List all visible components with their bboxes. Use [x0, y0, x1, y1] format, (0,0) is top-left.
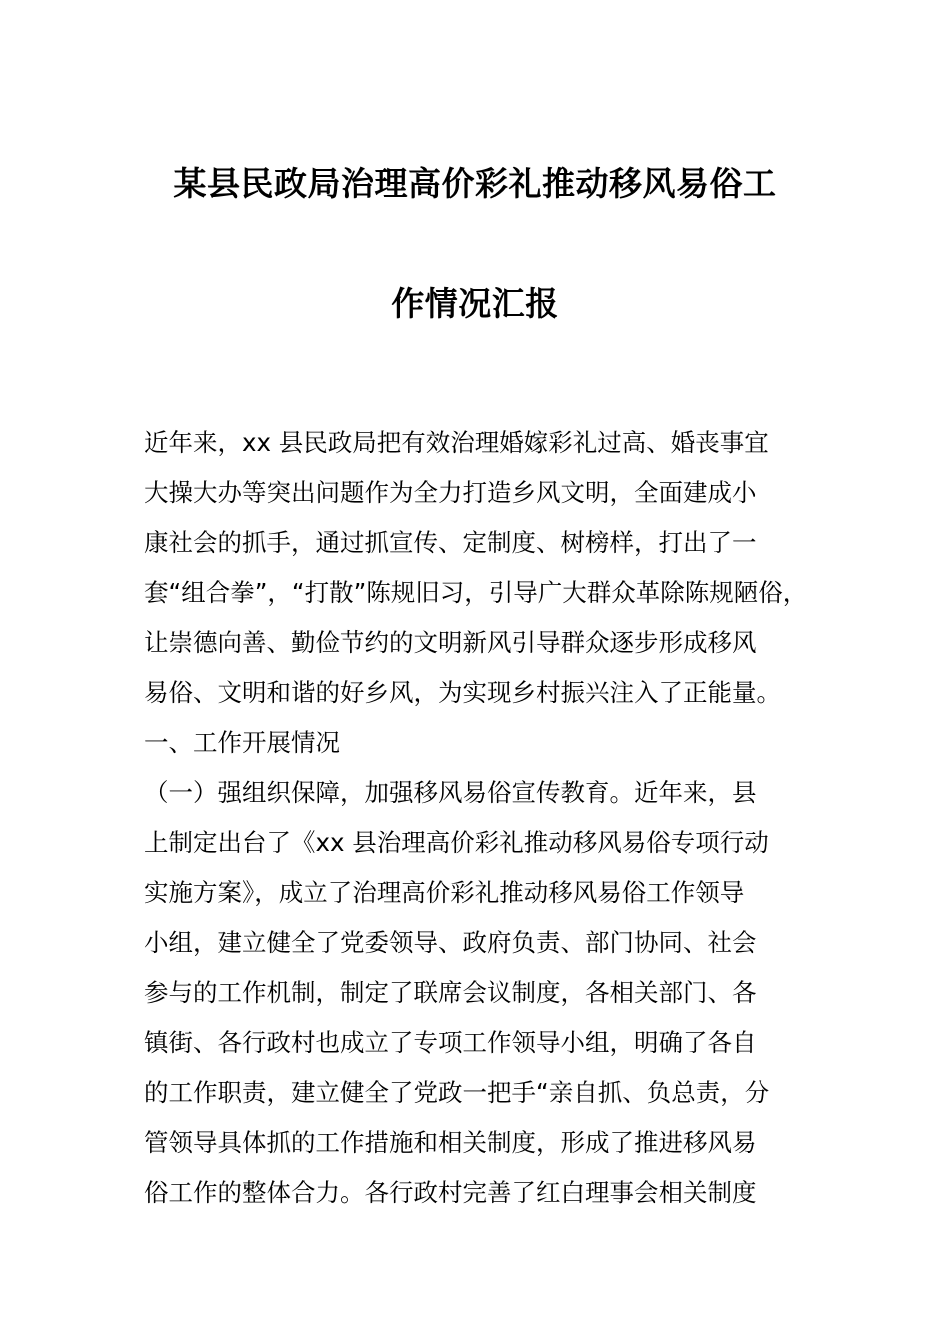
paragraph-line: 的工作职责，建立健全了党政一把手“亲自抓、负总责，分 [144, 1078, 770, 1107]
document-body [144, 418, 844, 1218]
paragraph-line: 套“组合拳”，“打散”陈规旧习，引导广大群众革除陈规陋俗， [144, 578, 808, 607]
paragraph-line: 镇街、各行政村也成立了专项工作领导小组，明确了各自 [144, 1028, 757, 1057]
paragraph-line: 让崇德向善、勤俭节约的文明新风引导群众逐步形成移风 [144, 628, 757, 657]
paragraph-line: 管领导具体抓的工作措施和相关制度，形成了推进移风易 [144, 1128, 757, 1157]
paragraph-line: 参与的工作机制，制定了联席会议制度，各相关部门、各 [144, 978, 757, 1007]
section-heading: 一、工作开展情况 [144, 728, 340, 757]
paragraph-line: 上制定出台了《xx 县治理高价彩礼推动移风易俗专项行动 [144, 828, 769, 857]
paragraph-line: 大操大办等突出问题作为全力打造乡风文明，全面建成小 [144, 478, 757, 507]
paragraph-line: （一）强组织保障，加强移风易俗宣传教育。近年来，县 [144, 778, 757, 807]
document-title-line-2: 作情况汇报 [391, 284, 559, 323]
paragraph-line: 实施方案》，成立了治理高价彩礼推动移风易俗工作领导 [144, 878, 745, 907]
paragraph-line: 易俗、文明和谐的好乡风，为实现乡村振兴注入了正能量。 [144, 678, 781, 707]
document-title-line-1: 某县民政局治理高价彩礼推动移风易俗工 [173, 164, 777, 203]
paragraph-line: 小组，建立健全了党委领导、政府负责、部门协同、社会 [144, 928, 757, 957]
paragraph-line: 近年来，xx 县民政局把有效治理婚嫁彩礼过高、婚丧事宜 [144, 428, 769, 457]
paragraph-line: 俗工作的整体合力。各行政村完善了红白理事会相关制度 [144, 1178, 757, 1207]
paragraph-line: 康社会的抓手，通过抓宣传、定制度、树榜样，打出了一 [144, 528, 757, 557]
